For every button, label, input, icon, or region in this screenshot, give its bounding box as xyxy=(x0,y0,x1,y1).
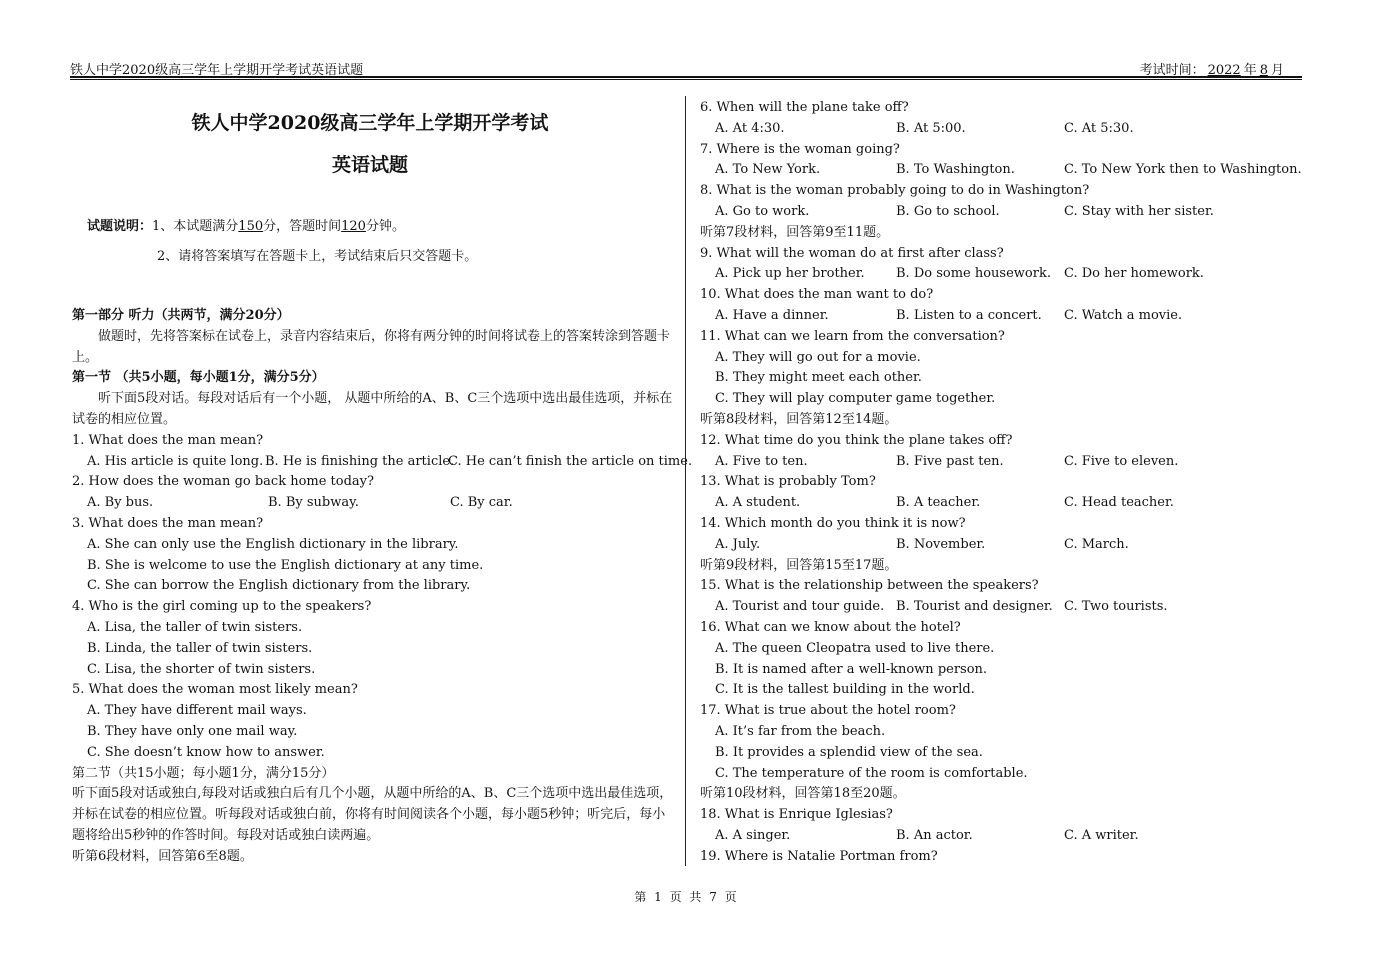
part1-intro: 做题时，先将答案标在试卷上，录音内容结束后，你将有两分钟的时间将试卷上的答案转涂到答题卡上。 xyxy=(72,328,671,365)
question-16: 16. What can we know about the hotel? xyxy=(700,619,961,635)
option-c: C. She can borrow the English dictionary from the library. xyxy=(87,578,471,594)
option-c: C. Five to eleven. xyxy=(1064,453,1179,469)
exam-title: 铁人中学2020级高三学年上学期开学考试 xyxy=(191,112,549,134)
option-b: B. They have only one mail way. xyxy=(87,723,298,739)
option-a: A. The queen Cleopatra used to live there. xyxy=(715,640,995,656)
material-7-instruction: 听第7段材料，回答第9至11题。 xyxy=(700,224,890,240)
exam-notes xyxy=(87,218,477,278)
option-b: B. At 5:00. xyxy=(896,120,966,136)
question-12-options xyxy=(700,452,1300,473)
option-a: A. Go to work. xyxy=(715,203,810,219)
exam-month: 8 xyxy=(1259,63,1268,78)
note-1-text-c: 分钟。 xyxy=(365,219,405,234)
right-column xyxy=(700,98,1300,867)
option-b: B. An actor. xyxy=(896,827,973,843)
question-2: 2. How does the woman go back home today? xyxy=(72,474,374,490)
note-2: 2、请将答案填写在答题卡上，考试结束后只交答题卡。 xyxy=(157,249,478,264)
option-c: C. Watch a movie. xyxy=(1064,307,1183,323)
header-rule-thin xyxy=(70,79,1302,80)
question-18-options xyxy=(700,826,1300,847)
exam-year-unit: 年 xyxy=(1243,63,1257,78)
material-8-instruction: 听第8段材料，回答第12至14题。 xyxy=(700,411,898,427)
question-15: 15. What is the relationship between the speakers? xyxy=(700,578,1039,594)
option-a: A. July. xyxy=(715,536,761,552)
material-6-instruction: 听第6段材料，回答第6至8题。 xyxy=(72,848,253,864)
question-8-options xyxy=(700,202,1300,223)
option-b: B. Listen to a concert. xyxy=(896,307,1042,323)
left-column xyxy=(72,306,693,868)
option-b: B. November. xyxy=(896,536,986,552)
option-c: C. To New York then to Washington. xyxy=(1064,162,1302,178)
exam-subtitle: 英语试题 xyxy=(331,154,408,176)
question-10: 10. What does the man want to do? xyxy=(700,287,934,303)
option-a: A. At 4:30. xyxy=(715,120,785,136)
question-13: 13. What is probably Tom? xyxy=(700,474,876,490)
option-c: C. He can’t finish the article on time. xyxy=(448,453,693,469)
question-9: 9. What will the woman do at first after class? xyxy=(700,245,1004,261)
question-5: 5. What does the woman most likely mean? xyxy=(72,682,358,698)
option-a: A. A student. xyxy=(715,495,801,511)
option-a: A. They will go out for a movie. xyxy=(715,349,921,365)
question-10-options xyxy=(700,306,1300,327)
option-b: B. He is finishing the article. xyxy=(265,453,455,469)
option-c: C. Head teacher. xyxy=(1064,495,1174,511)
option-b: B. Linda, the taller of twin sisters. xyxy=(87,640,313,656)
option-b: B. To Washington. xyxy=(896,162,1015,178)
column-divider xyxy=(685,96,686,866)
question-17: 17. What is true about the hotel room? xyxy=(700,703,956,719)
note-1-text-a: 1、本试题满分 xyxy=(152,219,239,234)
option-c: C. She doesn’t know how to answer. xyxy=(87,744,325,760)
option-b: B. Do some housework. xyxy=(896,266,1051,282)
material-9-instruction: 听第9段材料，回答第15至17题。 xyxy=(700,557,898,573)
option-c: C. March. xyxy=(1064,536,1129,552)
exam-year: 2022 xyxy=(1207,63,1241,78)
section2-intro: 听下面5段对话或独白,每段对话或独白后有几个小题，从题中所给的A、B、C三个选项中选出最佳选项，并标在试卷的相应位置。听每段对话或独白前，你将有时间阅读各个小题，每小题5秒钟；听完后，每小题将给出5秒钟的作答时间。每段对话或独白读两遍。 xyxy=(72,786,673,843)
question-11: 11. What can we learn from the conversation? xyxy=(700,328,1005,344)
section1-intro: 听下面5段对话。每段对话后有一个小题， 从题中所给的A、B、C三个选项中选出最佳选项，并标在试卷的相应位置。 xyxy=(72,391,673,427)
section2-heading: 第二节（共15小题；每小题1分，满分15分） xyxy=(72,765,335,781)
question-8: 8. What is the woman probably going to do in Washington? xyxy=(700,183,1090,199)
question-12: 12. What time do you think the plane takes off? xyxy=(700,432,1013,448)
option-c: C. It is the tallest building in the world. xyxy=(715,682,975,698)
note-1 xyxy=(87,218,477,248)
option-b: B. It is named after a well-known person. xyxy=(715,661,988,677)
page-number: 第 1 页 共 7 页 xyxy=(634,890,739,904)
question-14: 14. Which month do you think it is now? xyxy=(700,515,966,531)
option-c: C. The temperature of the room is comfortable. xyxy=(715,765,1028,781)
option-a: A. Have a dinner. xyxy=(715,307,829,323)
option-c: C. They will play computer game together. xyxy=(715,391,996,407)
header-title: 铁人中学2020级高三学年上学期开学考试英语试题 xyxy=(70,63,364,78)
option-b: B. It provides a splendid view of the sea. xyxy=(715,744,983,760)
question-1: 1. What does the man mean? xyxy=(72,432,264,448)
option-a: A. Tourist and tour guide. xyxy=(715,599,885,615)
option-a: A. A singer. xyxy=(715,827,791,843)
question-4: 4. Who is the girl coming up to the speakers? xyxy=(72,599,372,615)
option-c: C. Do her homework. xyxy=(1064,266,1204,282)
question-3: 3. What does the man mean? xyxy=(72,515,264,531)
header-rule xyxy=(70,76,1302,78)
option-b: B. Tourist and designer. xyxy=(896,599,1053,615)
question-13-options xyxy=(700,493,1300,514)
option-a: A. To New York. xyxy=(715,162,821,178)
page-header xyxy=(70,57,1302,77)
note-1-text-b: 分，答题时间 xyxy=(263,219,342,234)
question-18: 18. What is Enrique Iglesias? xyxy=(700,807,893,823)
section1-heading: 第一节 （共5小题，每小题1分，满分5分） xyxy=(72,370,325,386)
question-7: 7. Where is the woman going? xyxy=(700,141,900,157)
option-b: B. A teacher. xyxy=(896,495,981,511)
option-a: A. They have different mail ways. xyxy=(87,703,307,719)
question-15-options xyxy=(700,597,1300,618)
option-c: C. A writer. xyxy=(1064,827,1139,843)
material-10-instruction: 听第10段材料，回答第18至20题。 xyxy=(700,786,906,802)
question-19: 19. Where is Natalie Portman from? xyxy=(700,848,938,864)
option-c: C. At 5:30. xyxy=(1064,120,1134,136)
question-1-options xyxy=(72,452,693,473)
option-a: A. She can only use the English dictionary in the library. xyxy=(87,536,459,552)
question-14-options xyxy=(700,535,1300,556)
part1-heading: 第一部分 听力（共两节，满分20分） xyxy=(72,308,290,323)
exam-month-unit: 月 xyxy=(1270,63,1284,78)
option-a: A. His article is quite long. xyxy=(87,453,264,469)
option-b: B. They might meet each other. xyxy=(715,370,922,386)
total-score: 150 xyxy=(238,219,264,234)
exam-time-label: 考试时间： xyxy=(1139,63,1205,78)
notes-label: 试题说明： xyxy=(87,219,153,234)
question-7-options xyxy=(700,160,1300,181)
option-b: B. Five past ten. xyxy=(896,453,1004,469)
question-6: 6. When will the plane take off? xyxy=(700,100,909,115)
option-a: A. Five to ten. xyxy=(715,453,808,469)
time-limit: 120 xyxy=(341,219,366,234)
option-a: A. By bus. xyxy=(87,495,154,511)
option-b: B. She is welcome to use the English dictionary at any time. xyxy=(87,557,484,573)
question-2-options xyxy=(72,493,675,514)
option-a: A. Pick up her brother. xyxy=(715,266,865,282)
option-a: A. Lisa, the taller of twin sisters. xyxy=(87,619,303,635)
option-c: C. Stay with her sister. xyxy=(1064,203,1214,219)
option-c: C. Two tourists. xyxy=(1064,599,1168,615)
option-b: B. Go to school. xyxy=(896,203,1000,219)
option-c: C. Lisa, the shorter of twin sisters. xyxy=(87,661,316,677)
question-6-options xyxy=(700,119,1300,140)
question-9-options xyxy=(700,264,1300,285)
option-a: A. It’s far from the beach. xyxy=(715,723,886,739)
option-b: B. By subway. xyxy=(268,495,359,511)
option-c: C. By car. xyxy=(450,495,513,511)
